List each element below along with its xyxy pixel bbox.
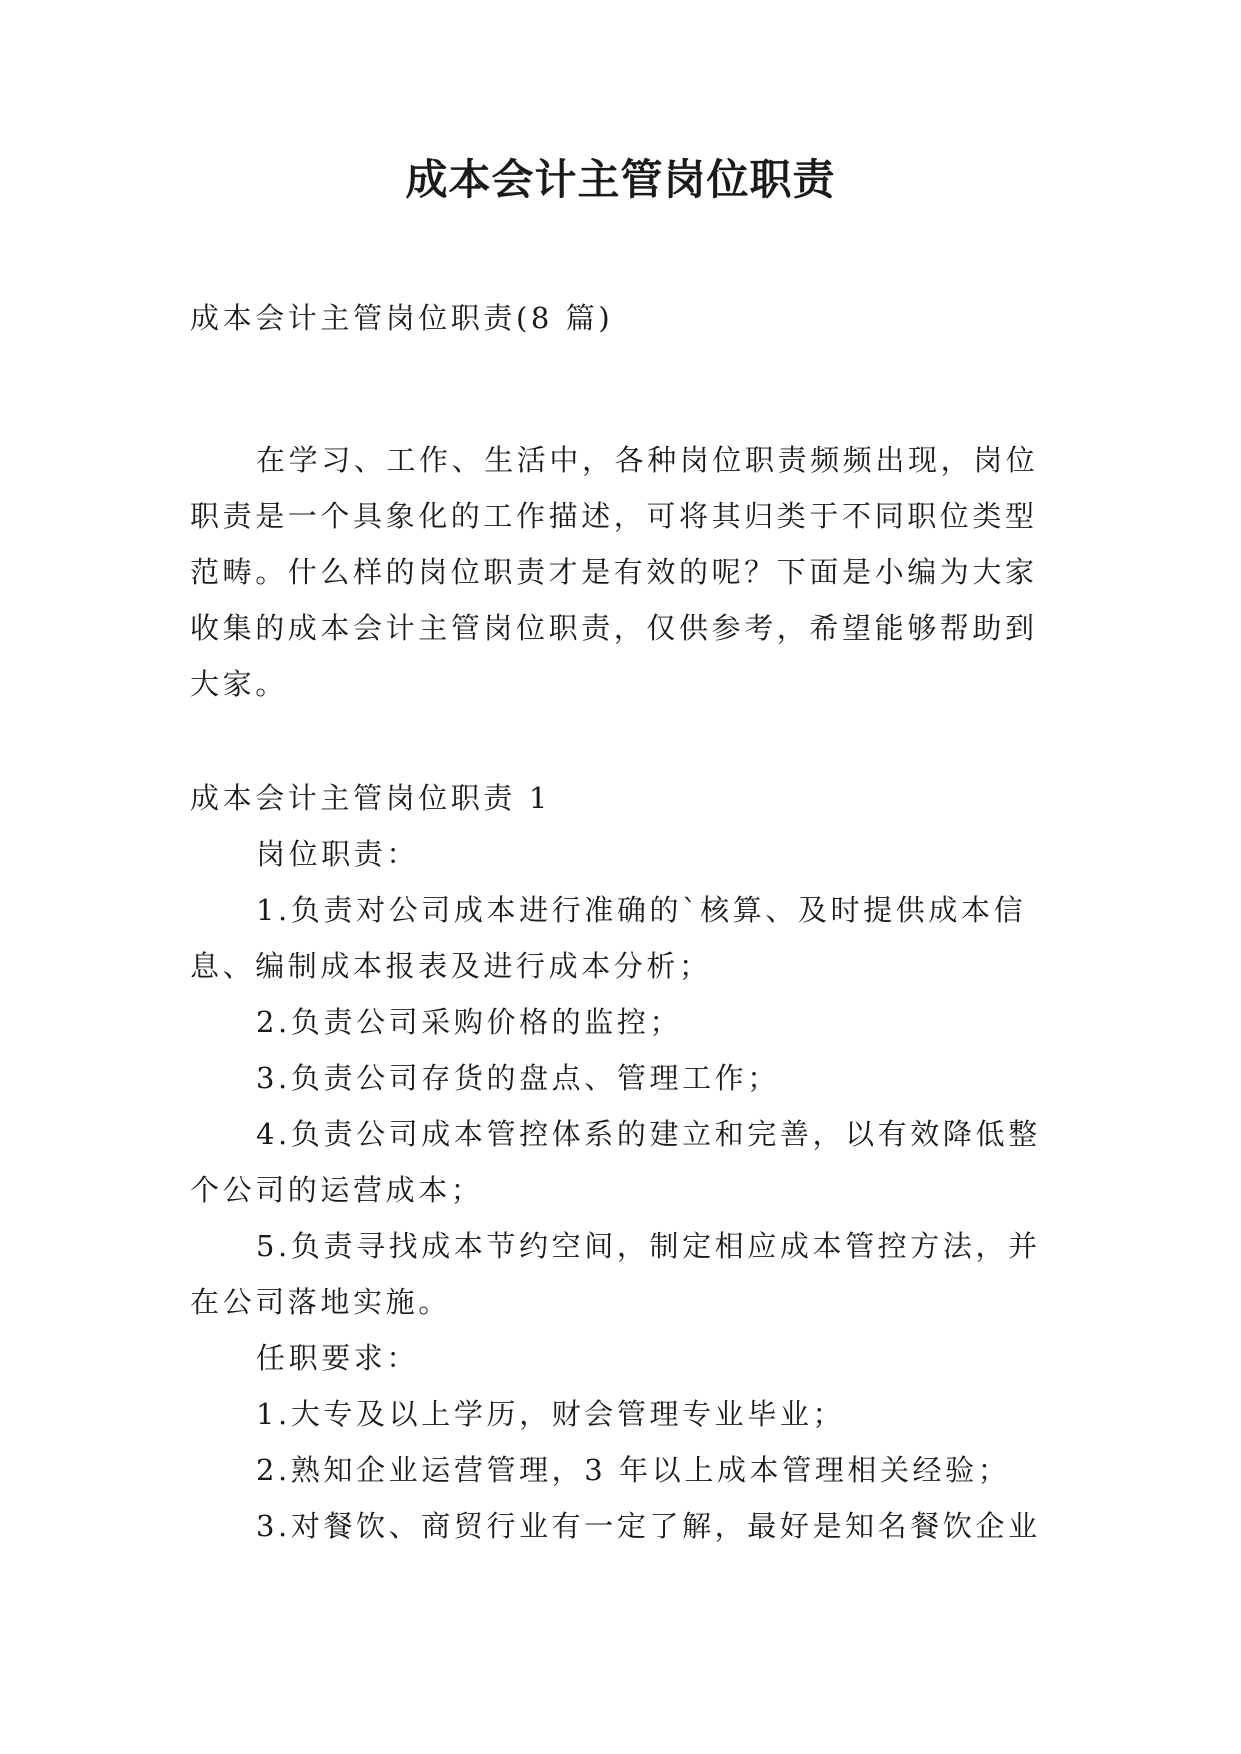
document-body xyxy=(190,290,1050,1554)
duties-label: 岗位职责： xyxy=(256,837,420,871)
intro-paragraph: 在学习、工作、生活中，各种岗位职责频频出现，岗位职责是一个具象化的工作描述，可将其归类于不同职位类型范畴。什么样的岗位职责才是有效的呢？下面是小编为大家收集的成本会计主管岗位职责，仅供参考，希望能够帮助到大家。 xyxy=(190,443,1039,701)
duty-item: 4.负责公司成本管控体系的建立和完善，以有效降低整个公司的运营成本； xyxy=(190,1117,1041,1207)
duty-item: 2.负责公司采购价格的监控； xyxy=(256,1005,683,1039)
requirement-item: 3.对餐饮、商贸行业有一定了解，最好是知名餐饮企业 xyxy=(256,1509,1041,1543)
document-title: 成本会计主管岗位职责 xyxy=(405,155,836,204)
requirements-label: 任职要求： xyxy=(256,1341,420,1375)
section-heading: 成本会计主管岗位职责 1 xyxy=(190,781,551,815)
requirement-item: 2.熟知企业运营管理，3 年以上成本管理相关经验； xyxy=(256,1453,1011,1487)
document-subtitle: 成本会计主管岗位职责(8 篇) xyxy=(190,301,614,335)
duty-item: 3.负责公司存货的盘点、管理工作； xyxy=(256,1061,780,1095)
duty-item: 1.负责对公司成本进行准确的`核算、及时提供成本信息、编制成本报表及进行成本分析； xyxy=(190,893,1027,983)
duty-item: 5.负责寻找成本节约空间，制定相应成本管控方法，并在公司落地实施。 xyxy=(190,1229,1041,1319)
requirement-item: 1.大专及以上学历，财会管理专业毕业； xyxy=(256,1397,846,1431)
